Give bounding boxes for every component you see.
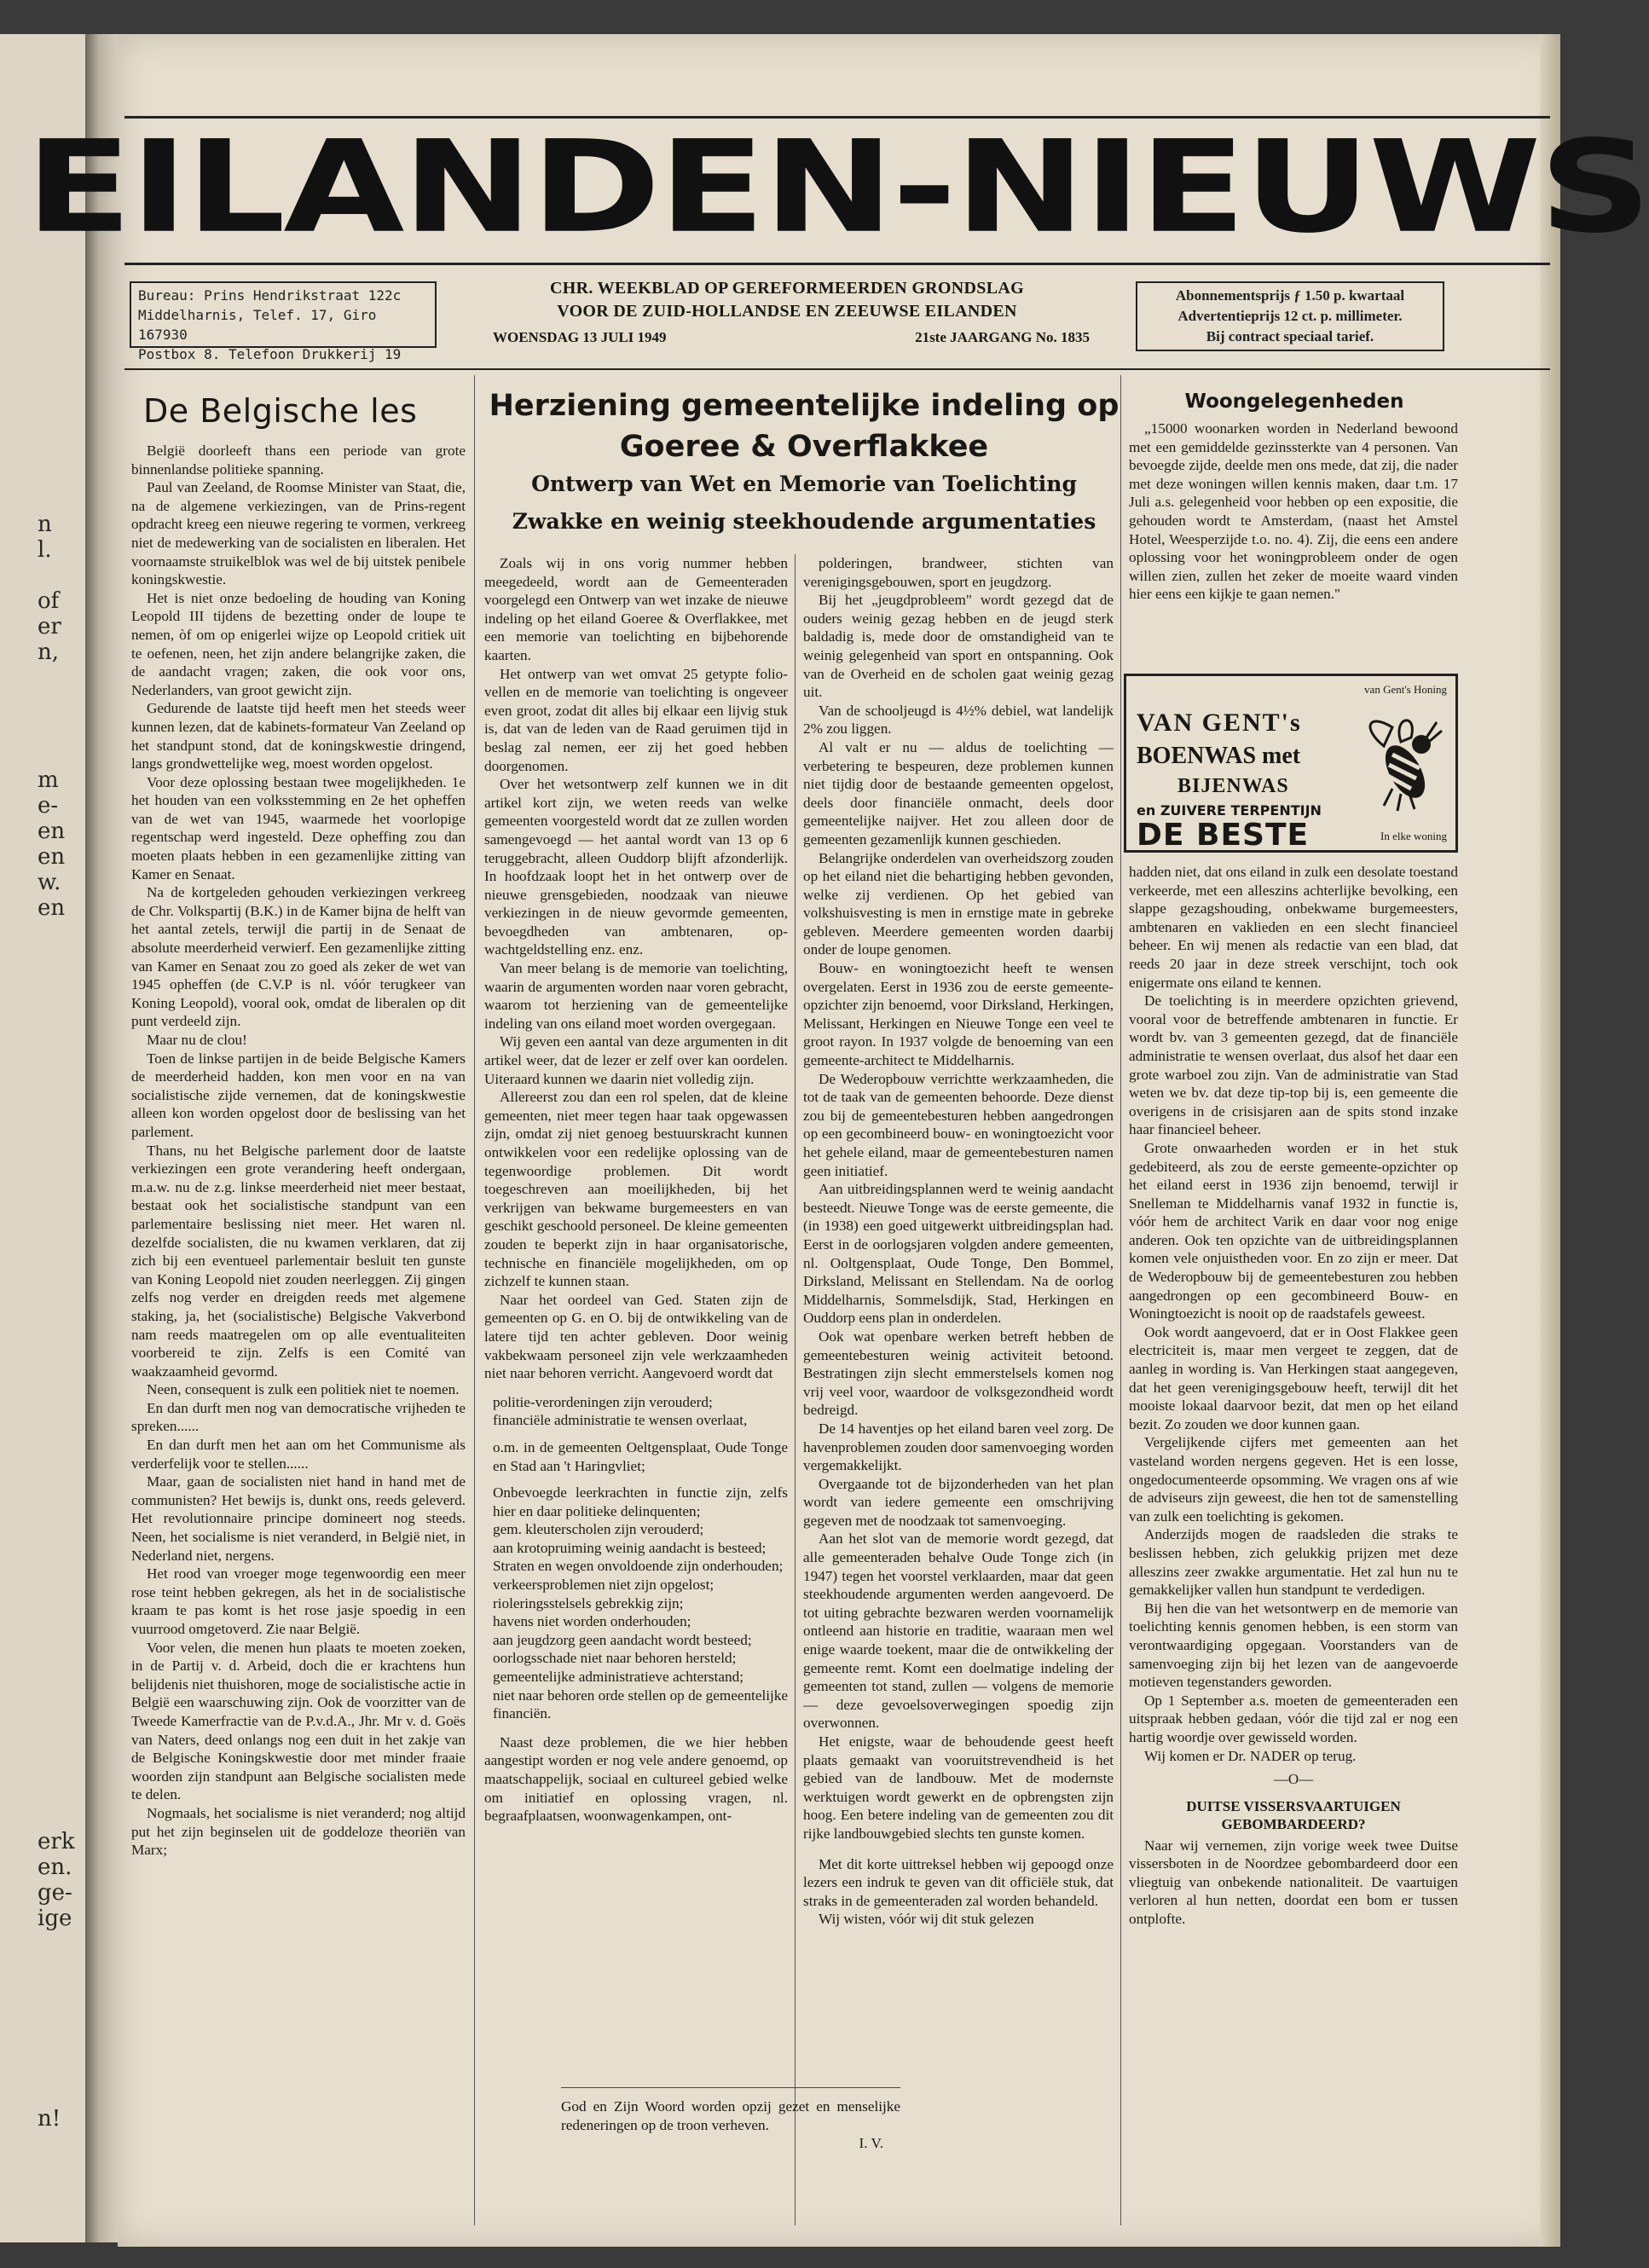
- ad-line: BOENWAS met: [1137, 743, 1301, 769]
- prev-text-fragment: w.: [38, 870, 61, 895]
- headline-herziening: Herziening gemeentelijke indeling op Goeree & Overflakkee: [489, 389, 1120, 464]
- paragraph: Van de schooljeugd is 4½% debiel, wat landelijk 2% zou liggen.: [803, 702, 1114, 738]
- paragraph: Paul van Zeeland, de Roomse Minister van Staat, die, na de algemene verkiezingen, van de Prins-regent opdracht kreeg een nieuwe regering te vormen, verkreeg niet de medewerking van de socialisten en liberalen. Het voornaamste struikelblok was wel de bij uitstek penibele koningskwestie.: [131, 479, 466, 588]
- paragraph: Anderzijds mogen de raadsleden die straks te beslissen hebben, zich gelukkig prijzen met deze alleszins zeer zwakke argumentatie. Het zal hun nu te gemakkelijker vallen hun standpunt te verdedigen.: [1129, 1526, 1458, 1599]
- list-item: gemeentelijke administratieve achterstand;: [493, 1669, 743, 1686]
- paragraph: En dan durft men het aan om het Communisme als verderfelijk voor te stellen......: [131, 1437, 466, 1472]
- office-line: Postbox 8. Telefoon Drukkerij 19: [138, 346, 402, 362]
- paragraph: Wij komen er Dr. NADER op terug.: [1144, 1747, 1357, 1764]
- prev-text-fragment: en: [38, 819, 66, 844]
- main-article-continuation: [1129, 863, 1458, 2227]
- list-item: havens niet worden onderhouden;: [493, 1613, 691, 1630]
- paragraph: Naar het oordeel van Ged. Staten zijn de gemeenten op G. en O. bij de ontwikkeling van de latere tijd ten achter gebleven. Door weinig vakbekwaam personeel zijn vele werkzaamheden niet naar behoren verricht. Aangevoerd wordt dat: [484, 1291, 788, 1382]
- paragraph: De Wederopbouw verrichtte werkzaamheden, die tot de taak van de gemeenten behoorde. Deze dienst zou bij de gemeentebesturen hebben aangedrongen op een gecombineerd bouw- en woningtoezicht voor het gehele eiland, maar de gemeentebesturen namen geen initiatief.: [803, 1070, 1114, 1179]
- masthead: [25, 113, 1649, 262]
- paragraph: De 14 haventjes op het eiland baren veel zorg. De havenproblemen zouden door samenvoeging worden vergemakkelijkt.: [803, 1420, 1114, 1474]
- paragraph: hadden niet, dat ons eiland in zulk een desolate toestand verkeerde, met een alleszins achterlijke bevolking, een slappe gezagshouding, onbekwame burgemeesters, ambtenaren en vaklieden en een slecht financieel beheer. En wij menen als redactie van een blad, dat reeds 20 jaar in deze streek verschijnt, toch ook enigermate ons eiland te kennen.: [1129, 864, 1458, 991]
- section-divider: —O—: [1273, 1771, 1314, 1788]
- paragraph: Het rood van vroeger moge tegenwoordig een meer rose teint hebben gekregen, als het in de socialistische kraam te pas komt is het rose jasje spoedig in een vuurrood omgetoverd. Zie naar België.: [131, 1565, 466, 1637]
- prev-text-fragment: n!: [38, 2106, 61, 2132]
- paragraph: Grote onwaarheden worden er in het stuk gedebiteerd, als zou de eerste gemeente-opzichter op het eiland eerst in 1936 zijn benoemd, terwijl ir Snelleman te Middelharnis vanaf 1932 in functie is, vóór hem de architect Varik en daar voor nog enige anderen. Ook ten opzichte van de uitbreidingsplannen komen vele onjuistheden voor. En zo zijn er meer. Dat de Wederopbouw bij de gemeentebesturen zou hebben aangedrongen op een gecombineerd Bouw- en Woningtoezicht is nooit op de raadstafels geweest.: [1129, 1139, 1458, 1322]
- column-rule: [474, 375, 475, 2225]
- rates-line: Abonnementsprijs ƒ 1.50 p. kwartaal: [1175, 287, 1405, 304]
- paragraph: Overgaande tot de bijzonderheden van het plan wordt van iedere gemeente een omschrijving gegeven met de noodzaak tot samenvoeging.: [803, 1475, 1114, 1529]
- rates-line: Bij contract speciaal tarief.: [1206, 328, 1374, 344]
- subtitle-line: CHR. WEEKBLAD OP GEREFORMEERDEN GRONDSLAG: [550, 279, 1024, 298]
- paragraph: Neen, consequent is zulk een politiek niet te noemen.: [147, 1381, 460, 1398]
- paragraph: Thans, nu het Belgische parlement door de laatste verkiezingen een grote verandering heeft ondergaan, m.a.w. nu de z.g. linkse meerderheid niet meer bestaat, bestaat ook het socialistische standpunt van een parlementaire beslissing niet meer. Het waren nl. dezelfde socialisten, die nu kwamen verklaren, dat zij zich bij een eventueel parlementair besluit ten gunste van Koning Leopold niet zouden neerleggen. Zij gingen zelfs nog verder en dreigden reeds met algemene staking, ja, het (socialistische) Belgische Vakverbond nam reeds maatregelen om op alle eventualiteiten voorbereid te zijn. Zelfs is een Comité van waakzaamheid gevormd.: [131, 1142, 466, 1380]
- list-item: politie-verordeningen zijn verouderd;: [493, 1393, 713, 1410]
- paragraph: Na de kortgeleden gehouden verkiezingen verkreeg de Chr. Volkspartij (B.K.) in de Kamer bijna de helft van het aantal zetels, terwijl die partij in de Senaat de absolute meerderheid verwierf. Een gezamenlijke zitting van Kamer en Senaat zou zo goed als zeker de wet van 1945 opheffen (de C.V.P is nl. vóór terugkeer van Koning Leopold), vooral ook, omdat de liberalen op dit punt verdeeld zijn.: [131, 884, 466, 1030]
- list-item: o.m. in de gemeenten Oeltgensplaat, Oude Tonge en Stad aan 't Haringvliet;: [493, 1438, 788, 1474]
- subheadline-ontwerp: Ontwerp van Wet en Memorie van Toelichting: [531, 472, 1077, 496]
- newspaper-page: [25, 34, 1649, 2247]
- book-spine: [85, 34, 119, 2242]
- paragraph: En dan durft men nog van democratische vrijheden te spreken......: [131, 1399, 466, 1435]
- dateline: [493, 329, 1090, 346]
- masthead-subtitle: [454, 277, 1120, 323]
- paragraph: Voor velen, die menen hun plaats te moeten zoeken, in de Partij v. d. Arbeid, doch die er krachtens hun belijdenis niet thuishoren, moge de socialistische actie in België een waarschuwing zijn. Ook de voorzitter van de Tweede Kamerfractie van de P.v.d.A., Jhr. Mr v. d. Goës van Naters, deed onlangs nog een duit in het zakje van de Belgische Koningskwestie door met minder fraaie woorden zijn standpunt aan Belgische socialisten mede te delen.: [131, 1639, 466, 1803]
- paragraph: België doorleeft thans een periode van grote binnenlandse politieke spanning.: [131, 443, 466, 477]
- rates-line: Advertentieprijs 12 ct. p. millimeter.: [1177, 308, 1403, 324]
- ad-line: BIJENWAS: [1177, 775, 1289, 797]
- office-line: Middelharnis, Telef. 17, Giro 167930: [138, 307, 377, 343]
- newspaper-title: EILANDEN-NIEUWS: [25, 113, 1649, 262]
- paragraph: Maar, gaan de socialisten niet hand in hand met de communisten? Het bewijs is, dunkt ons, reeds geleverd. Het revolutionnaire principe domineert nog steeds. Neen, het socialisme is niet veranderd, in België niet, in Nederland niet, nergens.: [131, 1473, 466, 1564]
- list-item: verkeersproblemen niet zijn opgelost;: [493, 1577, 715, 1594]
- prev-text-fragment: en: [38, 895, 66, 921]
- paragraph: Al valt er nu — aldus de toelichting — verbetering te bespeuren, deze problemen kunnen niet tijdig door de bestaande gemeenten opgelost, deels door financiële onmacht, deels door gemeentelijke naijver. Het zou alleen door de gemeenten gezamenlijk kunnen geschieden.: [803, 738, 1114, 848]
- paragraph: polderingen, brandweer, stichten van verenigingsgebouwen, sport en jeugdzorg.: [803, 555, 1114, 590]
- prev-text-fragment: en: [38, 844, 66, 870]
- subheadline-argumentaties: Zwakke en weinig steekhoudende argumentaties: [512, 509, 1096, 534]
- list-item: aan krotopruiming weinig aandacht is besteed;: [493, 1539, 767, 1556]
- woongelegenheden-body: [1129, 419, 1458, 667]
- prev-text-fragment: e-: [38, 793, 59, 819]
- issue-date: WOENSDAG 13 JULI 1949: [493, 329, 667, 345]
- paragraph: Aan het slot van de memorie wordt gezegd, dat alle gemeenteraden behalve Oude Tonge zich (in 1947) tegen het voorstel verklaarden, maar dat geen steekhoudende argumenten werden aangevoerd. De tot uiting gebrachte bezwaren werden voornamelijk ontleend aan historie en traditie, waaraan men wel enige waarde toekent, maar die de ontwikkeling der gemeente remt. Komt een doelmatige indeling der gemeenten tot stand, zullen — volgens de memorie — deze gevoelsoverwegingen spoedig zijn overwonnen.: [803, 1530, 1114, 1732]
- paragraph: God en Zijn Woord worden opzij gezet en menselijke redeneringen op de troon verheven.: [561, 2098, 900, 2133]
- ad-line: DE BESTE: [1137, 818, 1310, 853]
- van-gent-boenwas-advertisement: [1124, 674, 1458, 853]
- ad-brand-small: van Gent's Honing: [1364, 683, 1447, 696]
- paragraph: Bij hen die van het wetsontwerp en de memorie van toelichting kennis genomen hebben, is een storm van verontwaardiging opgegaan. Voorstanders van de samenvoeging zijn bij het lezen van de aangevoerde motieven tegenstanders geworden.: [1129, 1600, 1458, 1691]
- paragraph: Bij het „jeugdprobleem" wordt gezegd dat de ouders weinig gezag hebben en de jeugd sterk baldadig is, mede door de omstandigheid van te weinig gelegenheid van sport en ontspanning. Ook van de Overheid en de scholen gaat weinig gezag uit.: [803, 592, 1114, 701]
- issue-volume: 21ste JAARGANG No. 1835: [915, 329, 1090, 345]
- paragraph: Het ontwerp van wet omvat 25 getypte folio-vellen en de memorie van toelichting is ongeveer even groot, zodat dit alles bij elkaar een lijvig stuk is, dat van de leden van de Raad geruimen tijd in beslag zal nemen, eer zij het goed hebben doorgenomen.: [484, 665, 788, 774]
- headline-woongelegenheden: Woongelegenheden: [1184, 391, 1404, 413]
- paragraph: Wij wisten, vóór wij dit stuk gelezen: [819, 1911, 1034, 1928]
- list-item: oorlogsschade niet naar behoren hersteld;: [493, 1650, 737, 1667]
- page-edge: [1540, 34, 1560, 2247]
- paragraph: Zoals wij in ons vorig nummer hebben meegedeeld, wordt aan de Gemeenteraden voorgelegd een Ontwerp van wet inzake de nieuwe indeling op het eiland Goeree & Overflakkee, met een memorie van toelichting en bijbehorende kaarten.: [484, 555, 788, 663]
- rates-box: [1136, 281, 1444, 351]
- main-article-column-1: [484, 554, 788, 2080]
- office-info-box: [130, 281, 437, 362]
- paragraph: Ook wat openbare werken betreft hebben de gemeentebesturen weinig activiteit betoond. Bestratingen zijn slecht emmerstelsels komen nog vrij veel voor, waardoor de volksgezondheid wordt bedreigd.: [803, 1328, 1114, 1419]
- paragraph: Nogmaals, het socialisme is niet veranderd; nog altijd put het zijn beginselen uit de goddeloze theoriën van Marx;: [131, 1804, 466, 1859]
- prev-text-fragment: erk: [38, 1829, 75, 1854]
- list-item: Onbevoegde leerkrachten in functie zijn, zelfs hier en daar politieke delinquenten;: [493, 1484, 788, 1519]
- list-item: niet naar behoren orde stellen op de gemeentelijke financiën.: [493, 1687, 788, 1722]
- paragraph: Wij geven een aantal van deze argumenten in dit artikel weer, dat de lezer er zelf over kan oordelen. Uiteraard kunnen we daarin niet volledig zijn.: [484, 1033, 788, 1087]
- column-rule: [795, 554, 796, 2225]
- paragraph: Voor deze oplossing bestaan twee mogelijkheden. 1e het houden van een volksstemming en 2e het opheffen van de wet van 1945, waarmede het voorlopige regentschap werd ingesteld. Deze opheffing zou dan moeten plaats hebben in een gezamenlijke zitting van Kamer en Senaat.: [131, 773, 466, 882]
- ad-tagline: In elke woning: [1380, 830, 1447, 842]
- paragraph: Over het wetsontwerp zelf kunnen we in dit artikel kort zijn, we weten reeds van welke gemeenten voorgesteld wordt dat ze zullen worden samengevoegd — het aantal wordt van 13 op 6 teruggebracht, alleen Ouddorp blijft afzonderlijk. In hoofdzaak loopt het in het ontwerp over de nieuwe grensgebieden, noodzaak van nieuwe verkiezingen in de nieuw gevormde gemeenten, bevoegdheden van ambtenaren, op-wachtgeldstelling enz. enz.: [484, 776, 788, 958]
- paragraph: Bouw- en woningtoezicht heeft te wensen overgelaten. Eerst in 1936 zou de eerste gemeente-opzichter zijn benoemd, voor Dirksland, Herkingen, Melissant, Herkingen en Nieuwe Tonge een veel te groot rayon. In 1937 volgde de benoeming van een gemeente-architect te Middelharnis.: [803, 960, 1114, 1069]
- paragraph: De toelichting is in meerdere opzichten grievend, vooral voor de betreffende ambtenaren in functie. Er wordt bv. van 3 gemeenten gezegd, dat de financiële administratie te wensen overlaat, dus alsof het daar een grote warboel zou zijn. Van de administratie van Stad weten we bv. dat deze tip-top bij is, een gemeente die overigens in de crisisjaren aan de spits stond inzake haar financieel beheer.: [1129, 992, 1458, 1138]
- list-item: aan jeugdzorg geen aandacht wordt besteed;: [493, 1631, 752, 1648]
- prev-text-fragment: of: [38, 588, 60, 614]
- prev-text-fragment: ige: [38, 1906, 72, 1931]
- headline-duitse-vissersvaartuigen: DUITSE VISSERSVAARTUIGEN GEBOMBARDEERD?: [1186, 1797, 1401, 1832]
- paragraph: Met dit korte uittreksel hebben wij gepoogd onze lezers een indruk te geven van dit officiële stuk, dat straks in de gemeenteraden zal worden behandeld.: [803, 1855, 1114, 1909]
- list-item: Straten en wegen onvoldoende zijn onderhouden;: [493, 1558, 784, 1575]
- paragraph: Belangrijke onderdelen van overheidszorg zouden op het eiland niet die behartiging hebben gevonden, welke zij verdienen. Op het gebied van volkshuisvesting is men in ernstige mate in gebreke gebleven. Meerdere gemeenten worden daarbij onder de loupe genomen.: [803, 849, 1114, 958]
- prev-text-fragment: n: [38, 512, 52, 537]
- column-rule: [1120, 375, 1121, 2225]
- paragraph: Vergelijkende cijfers met gemeenten aan het vasteland worden nergens gegeven. Het is een losse, ongedocumenteerde opsomming. We vragen ons af wie de adviseurs zijn geweest, die hen tot de samenstelling van zulk een toelichting is gekomen.: [1129, 1434, 1458, 1525]
- paragraph: Op 1 September a.s. moeten de gemeenteraden een uitspraak hebben gedaan, vóór die tijd zal er nog een hartig woordje over gewisseld worden.: [1129, 1692, 1458, 1745]
- paragraph: Naast deze problemen, die we hier hebben aangestipt worden er nog vele andere genoemd, op maatschappelijk, sociaal en cultureel gebied welke om initiatief en oplossing vragen, nl. begraafplaatsen, woonwagenkampen, ont-: [484, 1733, 788, 1825]
- author-signature: I. V.: [859, 2135, 883, 2152]
- paragraph: Allereerst zou dan een rol spelen, dat de kleine gemeenten, niet meer tegen haar taak opgewassen zijn, omdat zij niet genoeg bestuurskracht kunnen ontwikkelen voor een redelijke oplossing van de tegenwoordige problemen. Dit wordt toegeschreven aan moeilijkheden, bij het verkrijgen van bekwame burgemeesters en van geschikt geschoold personeel. De kleine gemeenten zouden te beperkt zijn in haar organisatorische, technische en financiële mogelijkheden, om op zichzelf te kunnen staan.: [484, 1089, 788, 1290]
- list-item: gem. kleuterscholen zijn verouderd;: [493, 1521, 704, 1538]
- paragraph: Het is niet onze bedoeling de houding van Koning Leopold III tijdens de bezetting onder de loupe te nemen, òf om op enigerlei wijze op Leopold critiek uit te oefenen, neen, het zijn andere belangrijke zaken, die de aandacht vragen; zaken, die ook voor ons, Nederlanders, van groot gewicht zijn.: [131, 589, 466, 698]
- paragraph: „15000 woonarken worden in Nederland bewoond met een gemiddelde gezinssterkte van 4 personen. Van bevoegde zijde, deelde men ons mede, dat zij, die nader met deze woningen willen kennis maken, daar t.m. 17 Juli a.s. gelegenheid voor hebben op een expositie, die gehouden wordt te Amsterdam, (naast het Amstel Hotel, Weesperzijde t.o. no. 4). Zij, die eens een andere oplossing voor het woningprobleem onder de ogen willen zien, zullen het zeker de moeite waard vinden hier eens een kijkje te gaan nemen.": [1129, 420, 1458, 603]
- paragraph: Van meer belang is de memorie van toelichting, waarin de argumenten worden naar voren gebracht, waarom tot herziening van de gemeentelijke indeling van ons eiland moet worden overgegaan.: [484, 960, 788, 1032]
- paragraph: Maar nu de clou!: [147, 1032, 247, 1048]
- prev-text-fragment: m: [38, 767, 59, 793]
- paragraph: Gedurende de laatste tijd heeft men het steeds weer kunnen lezen, dat de kabinets-formateur Van Zeeland op het standpunt stond, dat de koningskwestie dringend, langs grondwettelijke weg, moest worden opgelost.: [131, 700, 466, 772]
- prev-text-fragment: n,: [38, 639, 60, 665]
- prev-text-fragment: l.: [38, 537, 52, 563]
- office-line: Bureau: Prins Hendrikstraat 122c: [138, 287, 402, 304]
- headline-belgische-les: De Belgische les: [143, 392, 418, 430]
- ad-line: VAN GENT's: [1137, 709, 1302, 737]
- ad-line: en ZUIVERE TERPENTIJN: [1137, 802, 1322, 819]
- paragraph: Het enigste, waar de behoudende geest heeft plaats gemaakt van vooruitstrevendheid is het gebied van de landbouw. Met de modernste werktuigen wordt gewerkt en de opbrengsten zijn hoog. Een betere indeling van de gemeenten zou dit rijke landbouwgebied slechts ten gunste komen.: [803, 1733, 1114, 1842]
- list-item: financiële administratie te wensen overlaat,: [493, 1412, 748, 1429]
- paragraph: Aan uitbreidingsplannen werd te weinig aandacht besteedt. Nieuwe Tonge was de eerste gemeente, die (in 1938) een goed uitgewerkt uitbreidingsplan had. Eerst in de oorlogsjaren volgden andere gemeenten, nl. Ooltgensplaat, Oude Tonge, Den Bommel, Dirksland, Melissant en Stellendam. Na de oorlog Middelharnis, Sommelsdijk, Stad, Herkingen en Ouddorp eens plan in onderdelen.: [803, 1181, 1114, 1327]
- list-item: rioleringsstelsels gebrekkig zijn;: [493, 1594, 684, 1611]
- masthead-bottom-rule: [124, 263, 1550, 265]
- deficiency-list: [493, 1393, 788, 1723]
- subtitle-line: VOOR DE ZUID-HOLLANDSE EN ZEEUWSE EILANDEN: [557, 302, 1017, 321]
- bee-icon: [1358, 712, 1444, 814]
- header-bottom-rule: [124, 368, 1550, 370]
- prev-text-fragment: er: [38, 614, 61, 639]
- paragraph: Toen de linkse partijen in de beide Belgische Kamers de meerderheid hadden, kon men voor en na van socialistische zijde vernemen, dat de koningskwestie alleen kon worden opgelost door de beslissing van het parlement.: [131, 1050, 466, 1140]
- prev-text-fragment: ge-: [38, 1880, 72, 1906]
- article-belgische-les-body: [131, 442, 466, 2224]
- paragraph: Naar wij vernemen, zijn vorige week twee Duitse vissersboten in de Noordzee gebombardeerd door een vliegtuig van onbekende nationaliteit. De vaartuigen verloren al hun netten, doordat een bom er tussen ontplofte.: [1129, 1837, 1458, 1928]
- paragraph: Ook wordt aangevoerd, dat er in Oost Flakkee geen electriciteit is, maar men vergeet te zeggen, dat de aanleg in wording is. Van Herkingen staat aangegeven, dat het geen verenigingsgebouw heeft, terwijl dit het mooiste lokaal daarvoor bezit, dat men op het eiland bezit. Zo zouden we door kunnen gaan.: [1129, 1323, 1458, 1432]
- prev-text-fragment: en.: [38, 1854, 72, 1880]
- main-article-column-2: [803, 554, 1114, 2225]
